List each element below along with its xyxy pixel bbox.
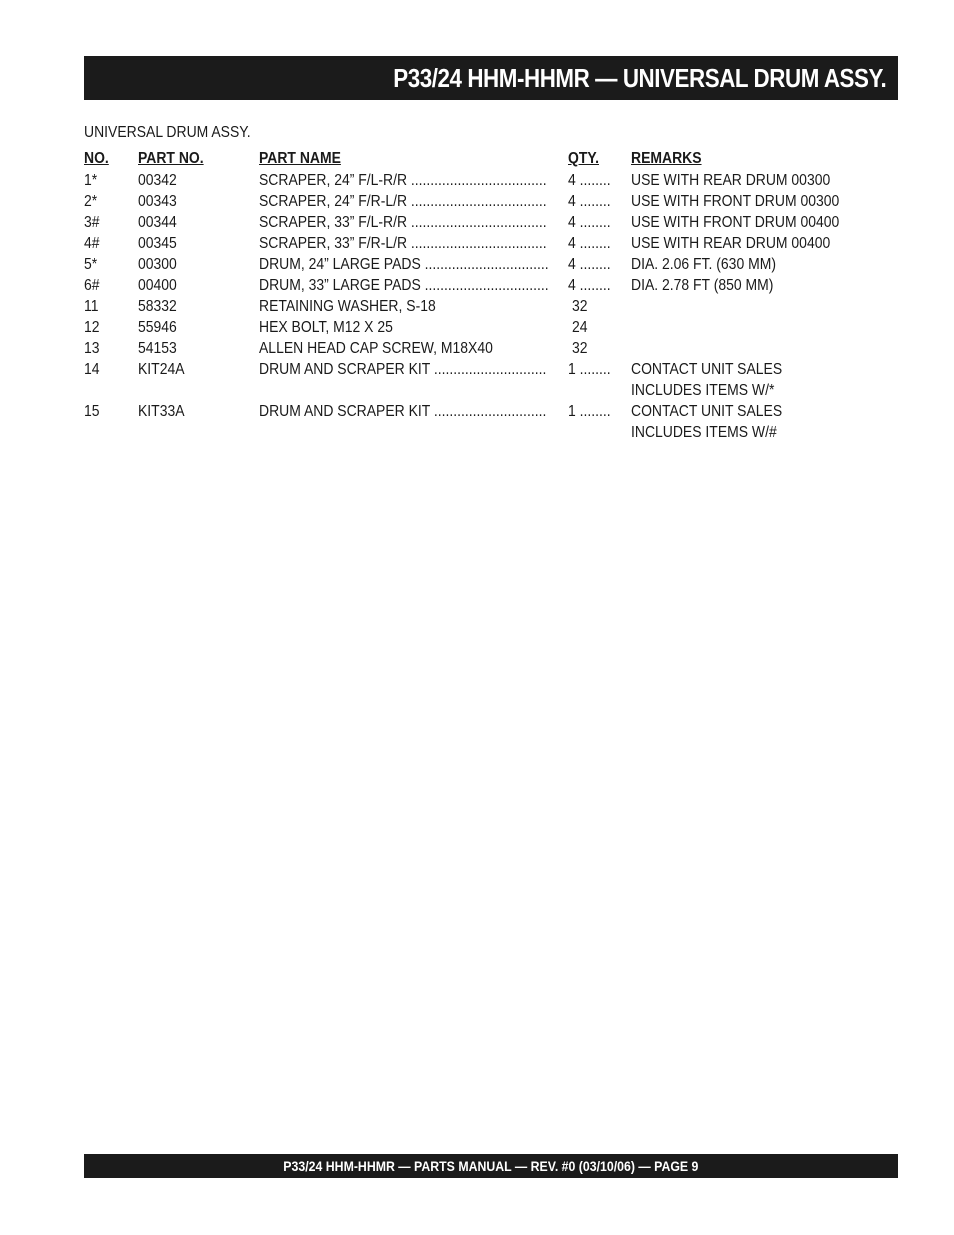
qty [568, 403, 611, 421]
part-number-index: 2* [84, 193, 98, 210]
table-row [84, 193, 898, 214]
dot-leader: ........ [579, 214, 611, 231]
page-footer-bar [84, 1154, 898, 1178]
part-name: DRUM, 24” LARGE PADS ................................ [259, 256, 549, 273]
parts-table [84, 150, 898, 445]
qty-value: 1 [568, 403, 576, 420]
qty-value: 1 [568, 361, 576, 378]
page-title: P33/24 HHM-HHMR — UNIVERSAL DRUM ASSY. [392, 62, 886, 93]
qty: 32 [572, 340, 588, 357]
qty-value: 4 [568, 277, 576, 294]
part-number-index: 12 [84, 319, 100, 336]
section-title: UNIVERSAL DRUM ASSY. [84, 124, 251, 141]
table-body [84, 172, 898, 445]
qty [568, 256, 611, 274]
part-no: 00300 [138, 256, 177, 273]
qty-value: 4 [568, 172, 576, 189]
part-number-index: 5* [84, 256, 98, 273]
part-name: SCRAPER, 33” F/L-R/R ................................... [259, 214, 547, 231]
table-row [84, 256, 898, 277]
table-row [84, 340, 898, 361]
qty-value: 4 [568, 256, 576, 273]
part-number-index: 3# [84, 214, 100, 231]
part-name: RETAINING WASHER, S-18 [259, 298, 436, 315]
qty-value: 4 [568, 193, 576, 210]
qty-value: 4 [568, 214, 576, 231]
qty: 24 [572, 319, 588, 336]
qty [568, 361, 611, 379]
table-header-row [84, 150, 898, 172]
part-no: 00343 [138, 193, 177, 210]
part-name: ALLEN HEAD CAP SCREW, M18X40 [259, 340, 493, 357]
column-header-part-name: PART NAME [259, 150, 341, 167]
part-number-index: 13 [84, 340, 100, 357]
qty [568, 172, 611, 190]
table-row [84, 424, 898, 445]
part-no: 55946 [138, 319, 177, 336]
table-row [84, 298, 898, 319]
remarks: USE WITH FRONT DRUM 00300 [631, 193, 840, 210]
remarks: USE WITH REAR DRUM 00400 [631, 235, 831, 252]
table-row [84, 319, 898, 340]
qty [568, 235, 611, 253]
column-header-qty: QTY. [568, 150, 600, 167]
part-no: KIT24A [138, 361, 185, 378]
part-no: 00344 [138, 214, 177, 231]
table-row [84, 214, 898, 235]
remarks: DIA. 2.78 FT (850 MM) [631, 277, 774, 294]
dot-leader: ........ [579, 193, 611, 210]
remarks: USE WITH FRONT DRUM 00400 [631, 214, 840, 231]
dot-leader: ........ [579, 256, 611, 273]
part-number-index: 15 [84, 403, 100, 420]
remarks: INCLUDES ITEMS W/# [631, 424, 777, 441]
part-number-index: 6# [84, 277, 100, 294]
part-no: 00400 [138, 277, 177, 294]
qty: 32 [572, 298, 588, 315]
table-row [84, 382, 898, 403]
table-row [84, 277, 898, 298]
remarks: DIA. 2.06 FT. (630 MM) [631, 256, 776, 273]
part-no: 00345 [138, 235, 177, 252]
footer-text: P33/24 HHM-HHMR — PARTS MANUAL — REV. #0 (03/10/06) — PAGE 9 [283, 1158, 699, 1174]
qty [568, 277, 611, 295]
table-row [84, 403, 898, 424]
table-row [84, 172, 898, 193]
column-header-remarks: REMARKS [631, 150, 702, 167]
part-no: 00342 [138, 172, 177, 189]
part-number-index: 11 [84, 298, 99, 315]
qty [568, 193, 611, 211]
column-header-part-no: PART NO. [138, 150, 204, 167]
column-header-no: NO. [84, 150, 109, 167]
dot-leader: ........ [579, 235, 611, 252]
part-no: 54153 [138, 340, 177, 357]
part-name: SCRAPER, 33” F/R-L/R ................................... [259, 235, 547, 252]
remarks: USE WITH REAR DRUM 00300 [631, 172, 831, 189]
remarks: CONTACT UNIT SALES [631, 361, 783, 378]
part-number-index: 4# [84, 235, 100, 252]
part-number-index: 14 [84, 361, 100, 378]
part-no: KIT33A [138, 403, 185, 420]
part-name: SCRAPER, 24” F/R-L/R ................................... [259, 193, 547, 210]
remarks: INCLUDES ITEMS W/* [631, 382, 775, 399]
part-name: SCRAPER, 24” F/L-R/R ................................... [259, 172, 547, 189]
part-name: DRUM, 33” LARGE PADS ................................ [259, 277, 549, 294]
dot-leader: ........ [579, 403, 611, 420]
table-row [84, 235, 898, 256]
dot-leader: ........ [579, 172, 611, 189]
dot-leader: ........ [579, 361, 611, 378]
part-number-index: 1* [84, 172, 98, 189]
part-name: DRUM AND SCRAPER KIT ............................. [259, 361, 547, 378]
part-name: HEX BOLT, M12 X 25 [259, 319, 393, 336]
qty [568, 214, 611, 232]
table-row [84, 361, 898, 382]
page-header-bar [84, 56, 898, 100]
part-name: DRUM AND SCRAPER KIT ............................. [259, 403, 547, 420]
qty-value: 4 [568, 235, 576, 252]
dot-leader: ........ [579, 277, 611, 294]
remarks: CONTACT UNIT SALES [631, 403, 783, 420]
part-no: 58332 [138, 298, 177, 315]
